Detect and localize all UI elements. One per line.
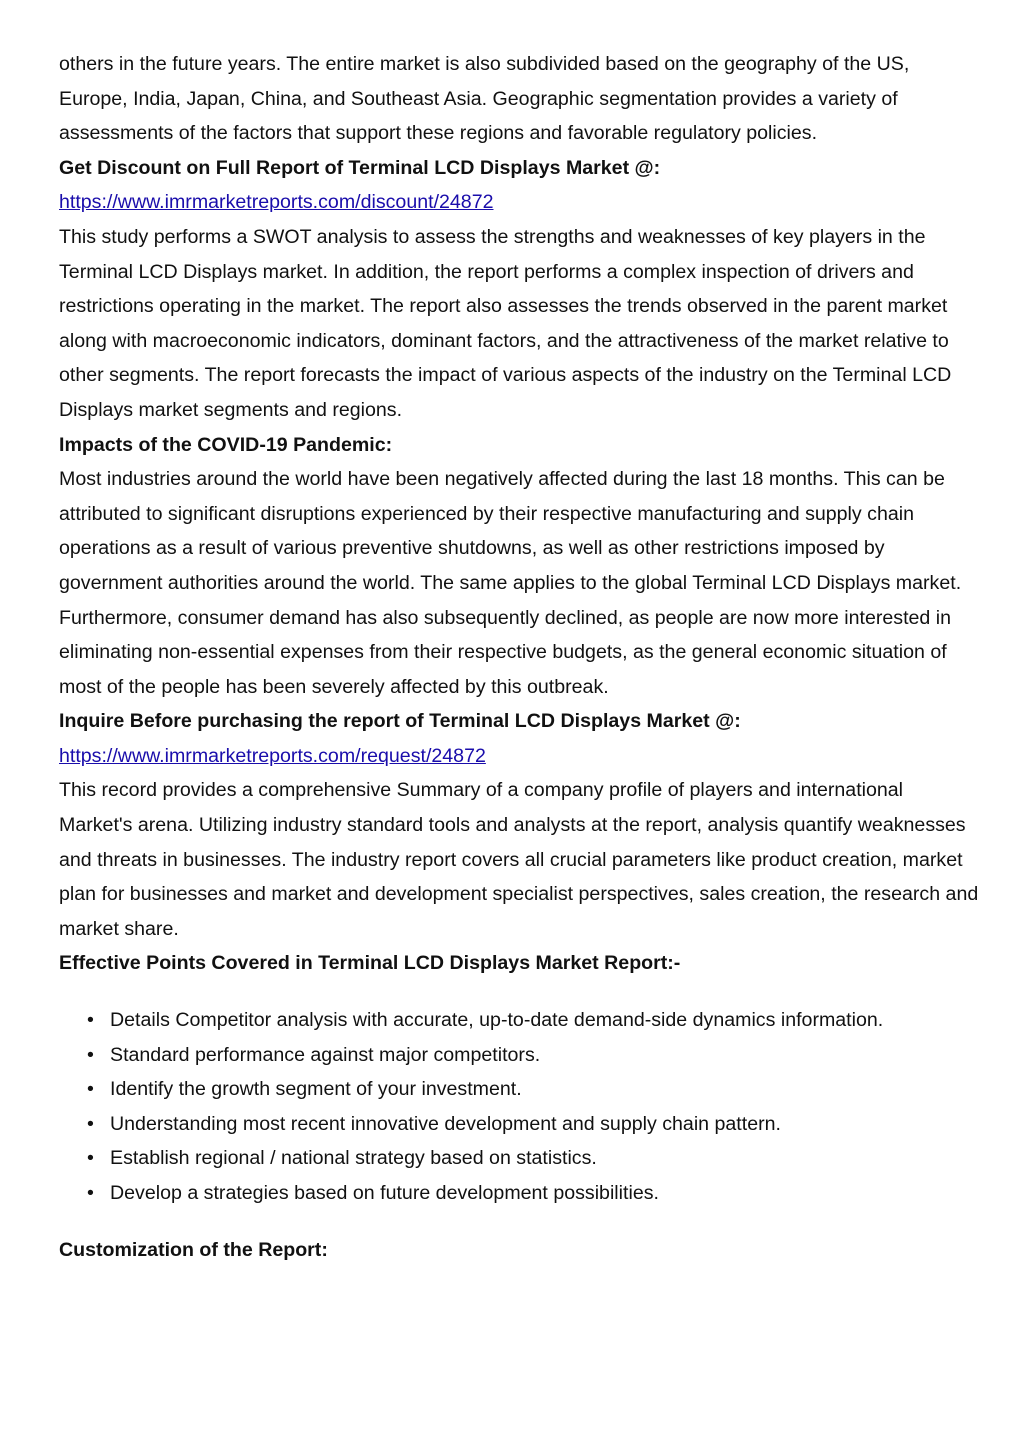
bullet-icon: • bbox=[87, 1078, 94, 1101]
inquire-link[interactable]: https://www.imrmarketreports.com/request/24872 bbox=[59, 744, 486, 767]
bullet-icon: • bbox=[87, 1112, 94, 1135]
bullet-icon: • bbox=[87, 1182, 94, 1204]
customization-heading: Customization of the Report: bbox=[59, 1238, 328, 1261]
record-paragraph: This record provides a comprehensive Summary of a company profile of players and international Market's arena. Utilizing industry standard tools and analysts at the report, analysis quantify weaknesses and threats in businesses. The industry report covers all crucial parameters like product creation, market plan for businesses and market and development specialist perspectives, sales creation, the research and market share. bbox=[59, 779, 979, 940]
bullet-icon: • bbox=[87, 1009, 94, 1032]
effective-points-heading: Effective Points Covered in Terminal LCD Displays Market Report:- bbox=[59, 952, 681, 975]
inquire-heading: Inquire Before purchasing the report of Terminal LCD Displays Market @: bbox=[59, 710, 741, 733]
bullet-icon: • bbox=[87, 1147, 94, 1170]
list-item bbox=[87, 1141, 979, 1176]
list-item-text: Standard performance against major competitors. bbox=[110, 1043, 541, 1066]
list-item bbox=[87, 1107, 979, 1142]
swot-paragraph: This study performs a SWOT analysis to assess the strengths and weaknesses of key players in the Terminal LCD Displays market. In addition, the report performs a complex inspection of drivers and restrictions operating in the market. The report also assesses the trends observed in the parent market along with macroeconomic indicators, dominant factors, and the attractiveness of the market relative to other segments. The report forecasts the impact of various aspects of the industry on the Terminal LCD Displays market segments and regions. bbox=[59, 225, 952, 421]
list-item bbox=[87, 1003, 979, 1038]
list-item-text: Establish regional / national strategy based on statistics. bbox=[110, 1147, 597, 1170]
list-item-text: Develop a strategies based on future development possibilities. bbox=[110, 1182, 659, 1204]
list-item bbox=[87, 1038, 979, 1073]
list-item-text: Identify the growth segment of your investment. bbox=[110, 1078, 522, 1101]
intro-paragraph: others in the future years. The entire market is also subdivided based on the geography of the US, Europe, India, Japan, China, and Southeast Asia. Geographic segmentation provides a variety of assessments of the factors that support these regions and favorable regulatory policies. bbox=[59, 53, 910, 145]
discount-heading: Get Discount on Full Report of Terminal LCD Displays Market @: bbox=[59, 156, 661, 179]
list-item bbox=[87, 1176, 979, 1211]
covid-paragraph: Most industries around the world have been negatively affected during the last 18 months. This can be attributed to significant disruptions experienced by their respective manufacturing and supply chain operations as a result of various preventive shutdowns, as well as other restrictions imposed by government authorities around the world. The same applies to the global Terminal LCD Displays market. Furthermore, consumer demand has also subsequently declined, as people are now more interested in eliminating non-essential expenses from their respective budgets, as the general economic situation of most of the people has been severely affected by this outbreak. bbox=[59, 468, 962, 698]
discount-link[interactable]: https://www.imrmarketreports.com/discount/24872 bbox=[59, 191, 494, 214]
covid-heading: Impacts of the COVID-19 Pandemic: bbox=[59, 433, 393, 456]
bullet-icon: • bbox=[87, 1043, 94, 1066]
effective-points-list bbox=[59, 1003, 979, 1211]
document-page bbox=[59, 47, 979, 1267]
list-item bbox=[87, 1072, 979, 1107]
list-item-text: Details Competitor analysis with accurate, up-to-date demand-side dynamics information. bbox=[110, 1009, 884, 1032]
list-item-text: Understanding most recent innovative development and supply chain pattern. bbox=[110, 1112, 781, 1135]
